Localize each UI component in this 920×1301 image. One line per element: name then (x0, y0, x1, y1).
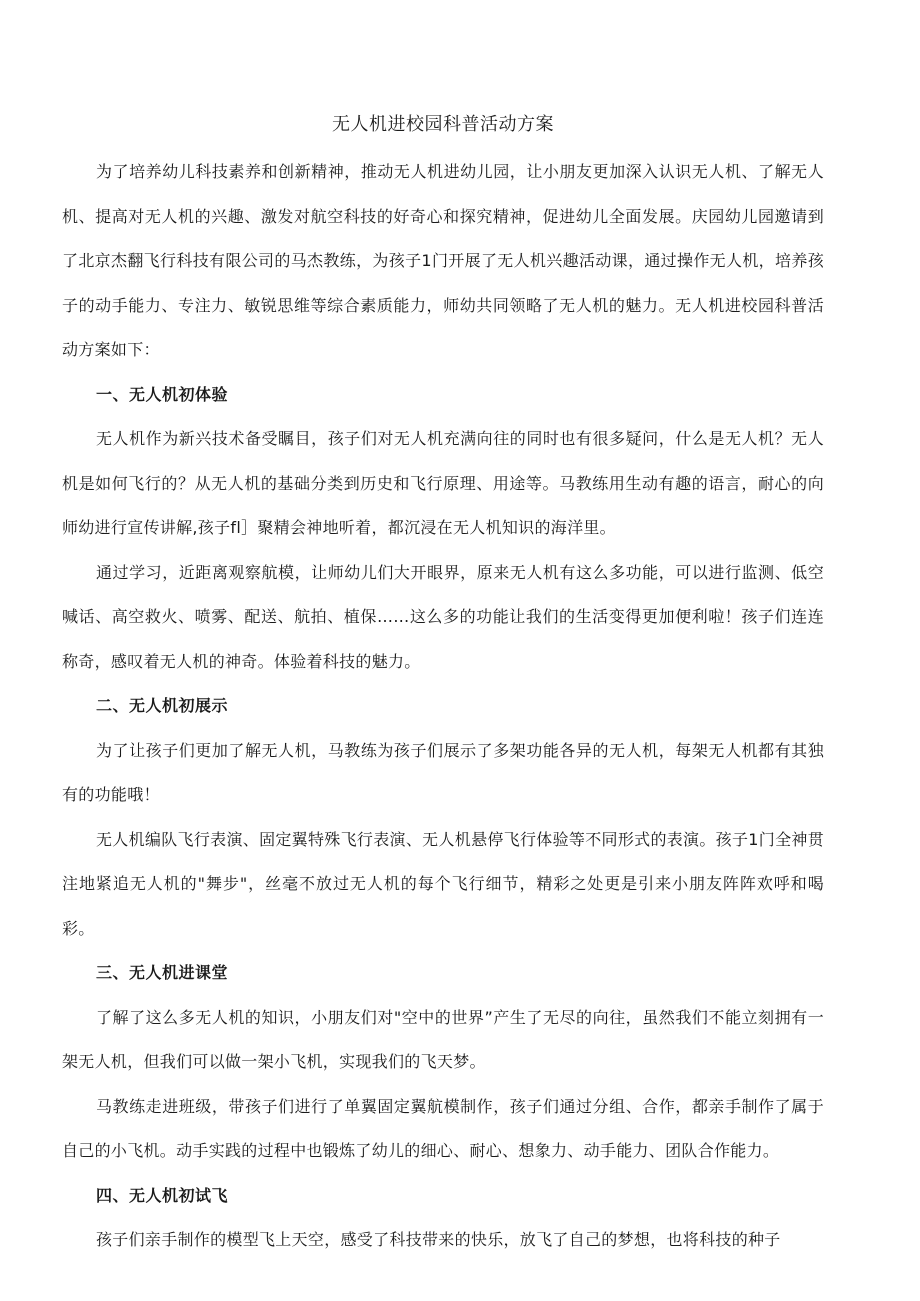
section-showcase (62, 684, 824, 951)
section-paragraph: 马教练走进班级，带孩子们进行了单翼固定翼航模制作，孩子们通过分组、合作，都亲手制作了属于自己的小飞机。动手实践的过程中也锻炼了幼儿的细心、耐心、想象力、动手能力、团队合作能力。 (62, 1096, 824, 1160)
section-paragraph: 孩子们亲手制作的模型飞上天空，感受了科技带来的快乐，放飞了自己的梦想，也将科技的种子 (96, 1230, 781, 1249)
section-heading: 三、无人机进课堂 (96, 963, 229, 982)
section-paragraph: 为了让孩子们更加了解无人机，马教练为孩子们展示了多架功能各异的无人机，每架无人机都有其独有的功能哦！ (62, 740, 824, 804)
section-experience (62, 373, 824, 685)
section-heading: 一、无人机初体验 (96, 384, 229, 404)
section-first-flight (62, 1174, 824, 1263)
section-heading: 四、无人机初试飞 (96, 1185, 229, 1205)
section-paragraph: 无人机编队飞行表演、固定翼特殊飞行表演、无人机悬停飞行体验等不同形式的表演。孩子1门全神贯注地紧追无人机的"舞步"，丝毫不放过无人机的每个飞行细节，精彩之处更是引来小朋友阵阵欢呼和喝彩。 (62, 829, 824, 938)
section-classroom (62, 951, 824, 1174)
section-paragraph: 通过学习，近距离观察航模，让师幼儿们大开眼界，原来无人机有这么多功能，可以进行监测、低空喊话、高空救火、喷雾、配送、航拍、植保……这么多的功能让我们的生活变得更加便利啦！孩子们连连称奇，感叹着无人机的神奇。体验着科技的魅力。 (62, 562, 824, 671)
section-heading: 二、无人机初展示 (96, 696, 229, 715)
section-paragraph: 了解了这么多无人机的知识，小朋友们对"空中的世界”产生了无尽的向往，虽然我们不能立刻拥有一架无人机，但我们可以做一架小飞机，实现我们的飞天梦。 (62, 1007, 824, 1071)
document-title: 无人机进校园科普活动方案 (332, 114, 554, 135)
section-paragraph: 无人机作为新兴技术备受瞩目，孩子们对无人机充满向往的同时也有很多疑问，什么是无人机？无人机是如何飞行的？从无人机的基础分类到历史和飞行原理、用途等。马教练用生动有趣的语言，耐心的向师幼进行宣传讲解,孩子fl］聚精会神地听着，都沉浸在无人机知识的海洋里。 (62, 429, 824, 537)
document-page (62, 100, 824, 1263)
intro-paragraph: 为了培养幼儿科技素养和创新精神，推动无人机进幼儿园，让小朋友更加深入认识无人机、了解无人机、提高对无人机的兴趣、激发对航空科技的好奇心和探究精神，促进幼儿全面发展。庆园幼儿园邀请到了北京杰翻飞行科技有限公司的马杰教练，为孩子1门开展了无人机兴趣活动课，通过操作无人机，培养孩子的动手能力、专注力、敏锐思维等综合素质能力，师幼共同领略了无人机的魅力。无人机进校园科普活动方案如下： (62, 162, 824, 359)
